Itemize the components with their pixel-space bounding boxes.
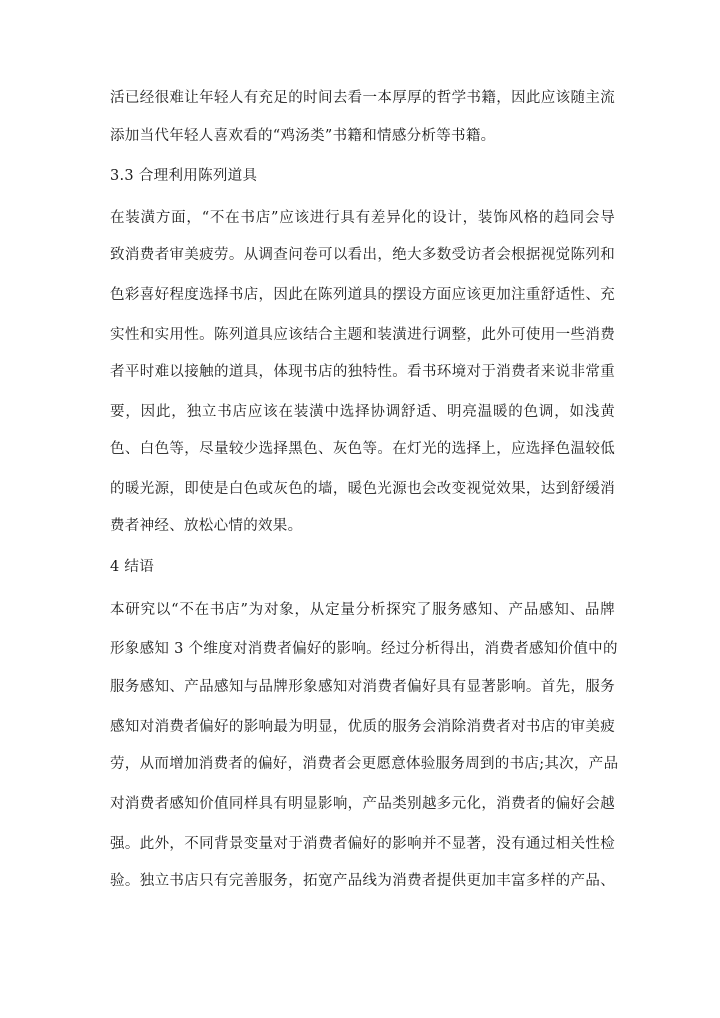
- paragraph-line: 劳，从而增加消费者的偏好，消费者会更愿意体验服务周到的书店;其次，产品: [110, 756, 619, 772]
- paragraph-line: 活已经很难让年轻人有充足的时间去看一本厚厚的哲学书籍，因此应该随主流: [110, 90, 615, 106]
- paragraph-line: 本研究以“不在书店”为对象，从定量分析探究了服务感知、产品感知、品牌: [110, 602, 615, 618]
- paragraph-line: 色、白色等，尽量较少选择黑色、灰色等。在灯光的选择上，应选择色温较低: [110, 441, 615, 457]
- paragraph-line: 对消费者感知价值同样具有明显影响，产品类别越多元化，消费者的偏好会越: [110, 796, 615, 812]
- paragraph-line: 实性和实用性。陈列道具应该结合主题和装潢进行调整，此外可使用一些消费: [110, 327, 615, 343]
- paragraph-line: 费者神经、放松心情的效果。: [110, 518, 303, 534]
- paragraph-line: 强。此外，不同背景变量对于消费者偏好的影响并不显著，没有通过相关性检: [110, 836, 615, 852]
- paragraph-line: 添加当代年轻人喜欢看的“鸡汤类”书籍和情感分析等书籍。: [110, 128, 496, 144]
- paragraph-line: 感知对消费者偏好的影响最为明显，优质的服务会消除消费者对书店的审美疲: [110, 719, 615, 735]
- paragraph-line: 色彩喜好程度选择书店，因此在陈列道具的摆设方面应该更加注重舒适性、充: [110, 287, 615, 303]
- paragraph-line: 的暖光源，即使是白色或灰色的墙，暖色光源也会改变视觉效果，达到舒缓消: [110, 481, 615, 497]
- paragraph-line: 服务感知、产品感知与品牌形象感知对消费者偏好具有显著影响。首先，服务: [110, 679, 615, 695]
- paragraph-line: 者平时难以接触的道具，体现书店的独特性。看书环境对于消费者来说非常重: [110, 364, 615, 380]
- section-heading-3-3: 3.3 合理利用陈列道具: [110, 168, 258, 184]
- paragraph-line: 形象感知 3 个维度对消费者偏好的影响。经过分析得出，消费者感知价值中的: [110, 641, 618, 657]
- paragraph-line: 要，因此，独立书店应该在装潢中选择协调舒适、明亮温暖的色调，如浅黄: [110, 404, 615, 420]
- paragraph-line: 在装潢方面，“不在书店”应该进行具有差异化的设计，装饰风格的趋同会导: [110, 210, 615, 226]
- paragraph-line: 致消费者审美疲劳。从调查问卷可以看出，绝大多数受访者会根据视觉陈列和: [110, 247, 615, 263]
- paragraph-line: 验。独立书店只有完善服务，拓宽产品线为消费者提供更加丰富多样的产品、: [110, 873, 615, 889]
- section-heading-4: 4 结语: [110, 559, 155, 575]
